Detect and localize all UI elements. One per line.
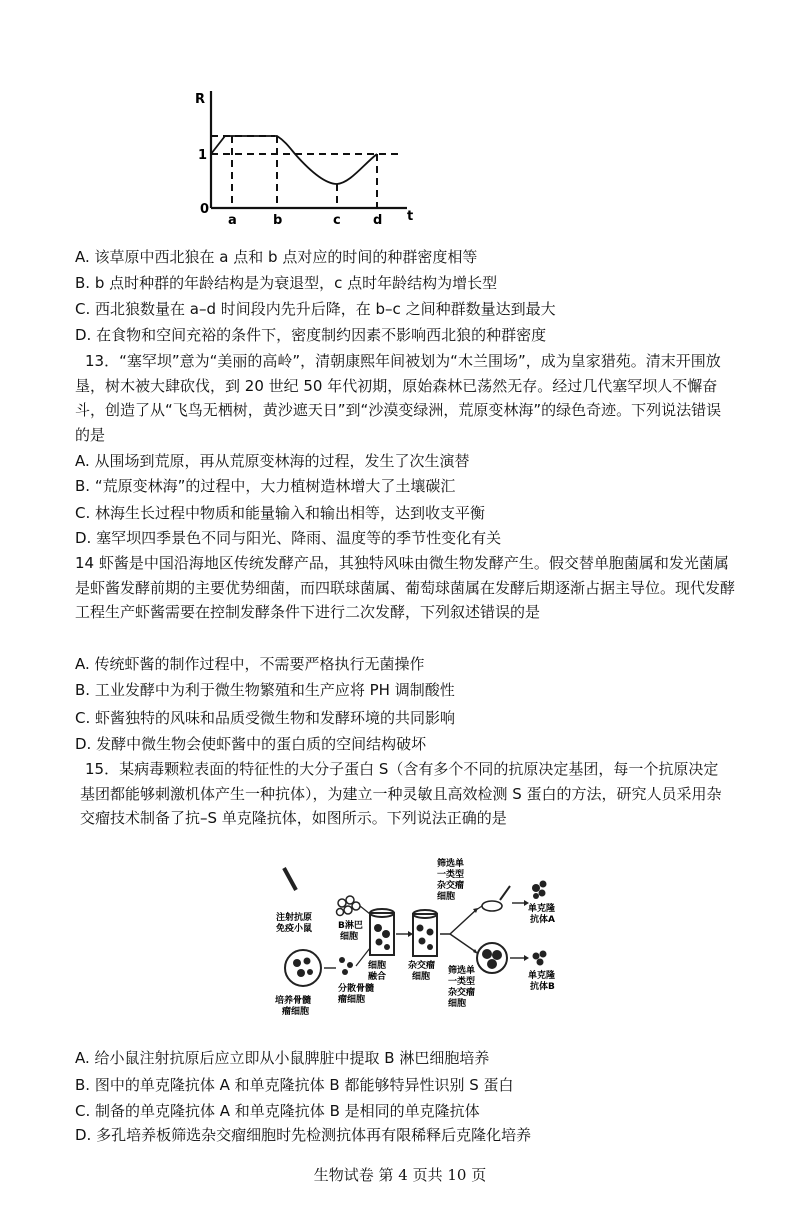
origin-label: 0: [200, 202, 210, 217]
myeloma-culture-2: 瘤细胞: [282, 1007, 310, 1017]
q15-option-d: D. 多孔培养板筛选杂交瘤细胞时先检测抗体再有限稀释后克隆化培养: [75, 1126, 532, 1144]
myeloma-cells-icon: [339, 957, 353, 975]
screen-bottom-3: 杂交瘤: [448, 988, 476, 998]
x-tick-b: b: [273, 213, 283, 228]
q13-option-d: D. 塞罕坝四季景色不同与阳光、降雨、温度等的季节性变化有关: [75, 529, 502, 547]
screen-top-4: 细胞: [437, 892, 456, 902]
fusion-beaker-icon: [370, 909, 394, 955]
hybrid-label-1: 杂交瘤: [408, 961, 436, 971]
mab-a-2: 抗体A: [530, 915, 555, 925]
q12-option-b: B. b 点时种群的年龄结构是为衰退型，c 点时年龄结构为增长型: [75, 274, 498, 292]
r-curve: [211, 136, 377, 184]
myeloma-sep-1: 分散骨髓: [338, 984, 375, 994]
mab-b-1: 单克隆: [528, 971, 556, 981]
hybridoma-diagram: [270, 848, 570, 1023]
q15-option-c: C. 制备的单克隆抗体 A 和单克隆抗体 B 是相同的单克隆抗体: [75, 1102, 480, 1120]
myeloma-sep-2: 瘤细胞: [338, 995, 366, 1005]
q13-stem: 13．“塞罕坝”意为“美丽的高岭”，清朝康熙年间被划为“木兰围场”，成为皇家猎苑。清末开围放垦，树木被大肆砍伐，到 20 世纪 50 年代初期，原始森林已荡然无存。经过几代塞罕坝人不懈奋斗，创造了从“飞鸟无栖树，黄沙遮天日”到“沙漠变绿洲，荒原变林海”的绿色奇迹。下列说法错误的是: [75, 352, 722, 444]
mab-a-1: 单克隆: [528, 904, 556, 914]
q15-option-a: A. 给小鼠注射抗原后应立即从小鼠脾脏中提取 B 淋巴细胞培养: [75, 1049, 490, 1067]
q14-option-b: B. 工业发酵中为利于微生物繁殖和生产应将 PH 调制酸性: [75, 681, 455, 699]
screen-top-1: 筛选单: [437, 859, 465, 869]
antibody-b-icon: [533, 951, 547, 966]
y-tick-label: 1: [198, 148, 208, 163]
q13-option-c: C. 林海生长过程中物质和能量输入和输出相等，达到收支平衡: [75, 504, 486, 522]
screen-top-2: 一类型: [437, 870, 465, 880]
page-footer: 生物试卷 第 4 页共 10 页: [313, 1166, 487, 1184]
mab-b-2: 抗体B: [530, 982, 555, 992]
mouse-icon: [476, 886, 510, 911]
hybridoma-dish-icon: [477, 943, 507, 973]
q12-option-a: A. 该草原中西北狼在 a 点和 b 点对应的时间的种群密度相等: [75, 248, 478, 266]
b-cell-cluster-icon: [337, 896, 361, 916]
q15-option-b: B. 图中的单克隆抗体 A 和单克隆抗体 B 都能够特异性识别 S 蛋白: [75, 1076, 514, 1094]
q12-option-d: D. 在食物和空间充裕的条件下，密度制约因素不影响西北狼的种群密度: [75, 326, 547, 344]
b-cell-label-2: 细胞: [340, 932, 359, 942]
q13-option-b: B. “荒原变林海”的过程中，大力植树造林增大了土壤碳汇: [75, 477, 456, 495]
myeloma-dish-icon: [285, 950, 321, 986]
b-cell-label-1: B淋巴: [338, 921, 363, 931]
q15-stem: 15．某病毒颗粒表面的特征性的大分子蛋白 S（含有多个不同的抗原决定基团，每一个抗原决定基团都能够刺激机体产生一种抗体），为建立一种灵敏且高效检测 S 蛋白的方法，研究人员采用杂交瘤技术制备了抗–S 单克隆抗体，如图所示。下列说法正确的是: [80, 760, 722, 827]
screen-top-3: 杂交瘤: [437, 881, 465, 891]
q14-option-a: A. 传统虾酱的制作过程中，不需要严格执行无菌操作: [75, 655, 425, 673]
inject-label-1: 注射抗原: [276, 913, 313, 923]
fusion-label-1: 细胞: [368, 961, 387, 971]
screen-bottom-1: 筛选单: [448, 966, 476, 976]
x-tick-d: d: [373, 213, 383, 228]
inject-label-2: 免疫小鼠: [276, 924, 313, 934]
x-tick-a: a: [228, 213, 237, 228]
syringe-icon: [284, 868, 296, 890]
hybridoma-beaker-icon: [413, 910, 437, 956]
q14-option-d: D. 发酵中微生物会使虾酱中的蛋白质的空间结构破坏: [75, 735, 427, 753]
y-axis-label: R: [195, 92, 206, 107]
q12-option-c: C. 西北狼数量在 a–d 时间段内先升后降，在 b–c 之间种群数量达到最大: [75, 300, 556, 318]
q14-stem: 14 虾酱是中国沿海地区传统发酵产品，其独特风味由微生物发酵产生。假交替单胞菌属和发光菌属是虾酱发酵前期的主要优势细菌，而四联球菌属、葡萄球菌属在发酵后期逐渐占据主导位。现代发酵工程生产虾酱需要在控制发酵条件下进行二次发酵，下列叙述错误的是: [75, 554, 736, 621]
q13-option-a: A. 从围场到荒原，再从荒原变林海的过程，发生了次生演替: [75, 452, 470, 470]
screen-bottom-4: 细胞: [448, 999, 467, 1009]
hybrid-label-2: 细胞: [412, 972, 431, 982]
myeloma-culture-1: 培养骨髓: [275, 996, 312, 1006]
antibody-a-icon: [532, 881, 547, 900]
fusion-label-2: 融合: [368, 972, 387, 982]
q14-option-c: C. 虾酱独特的风味和品质受微生物和发酵环境的共同影响: [75, 709, 456, 727]
x-axis-label: t: [407, 209, 414, 224]
x-tick-c: c: [333, 213, 341, 228]
screen-bottom-2: 一类型: [448, 977, 476, 987]
population-graph: [185, 83, 425, 228]
